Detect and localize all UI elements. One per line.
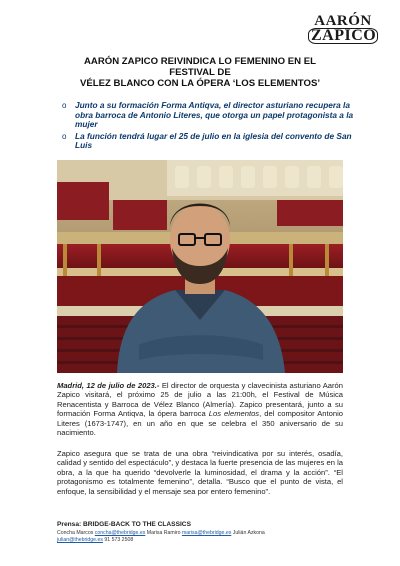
portrait-photo (57, 160, 343, 373)
page-title (40, 56, 360, 89)
press-contacts (57, 530, 357, 544)
bullet-marker: o (62, 131, 67, 141)
paragraph-text: , del compositor Antonio Literes (1673-1747), en un año en que se celebra el 350 aniversario de su nacimiento. (57, 409, 343, 438)
highlight-item (62, 132, 354, 151)
contact-name: Marisa Ramiro (145, 530, 182, 536)
body-paragraph-2: Zapico asegura que se trata de una obra “reivindicativa por su interés, osadía, calidad y sentido del espectáculo”, y destaca la fuerte presencia de las mujeres en la obra, a la que ha querido “devolverle la luminosidad, el drama y la acción”. “El protagonismo es totalmente femenino”, detalla. “Busco que el punto de vista, el enfoque, la sensibilidad y el mensaje sea por entero femenino”. (57, 449, 343, 496)
title-line2: FESTIVAL DE (169, 67, 231, 78)
email-link[interactable]: marisa@thebridge.es (181, 530, 232, 536)
brand-logo (308, 14, 378, 44)
work-title: Los elementos (208, 409, 260, 419)
highlight-item (62, 101, 354, 130)
body-paragraph-1 (57, 381, 343, 437)
press-label: Prensa: BRIDGE-BACK TO THE CLASSICS (57, 521, 191, 528)
title-line1: AARÓN ZAPICO REIVINDICA LO FEMENINO EN EL (83, 56, 317, 67)
highlight-text: La función tendrá lugar el 25 de julio en la iglesia del convento de San Luis (75, 130, 352, 151)
highlights-list (62, 101, 354, 153)
contact-phone: 91 573 2508 (102, 537, 134, 544)
logo-line1: AARÓN (314, 13, 372, 29)
paragraph-text: El director de orquesta y clavecinista asturiano Aarón Zapico visitará, el próximo 25 de julio a las 21:00h, el Festival de Música Renacentista y Barroca de Vélez Blanco (Almería). Zapico presentará, junto a su formación Forma Antiqva, la ópera barroca (57, 381, 343, 419)
logo-line2: ZAPICO (308, 28, 378, 44)
contact-name: Concha Marcos (57, 530, 95, 536)
title-line3: VÉLEZ BLANCO CON LA ÓPERA ‘LOS ELEMENTOS’ (79, 78, 321, 89)
highlight-text: Junto a su formación Forma Antiqva, el director asturiano recupera la obra barroca de Antonio Literes, que otorga un papel protagonista a la mujer (75, 100, 354, 130)
email-link[interactable]: concha@thebridge.es (94, 530, 146, 536)
bullet-marker: o (62, 101, 67, 110)
email-link[interactable]: julian@thebridge.es (57, 537, 103, 544)
contact-name: Julián Azkona (231, 530, 265, 536)
dateline: Madrid, 12 de julio de 2023.- (57, 381, 160, 390)
